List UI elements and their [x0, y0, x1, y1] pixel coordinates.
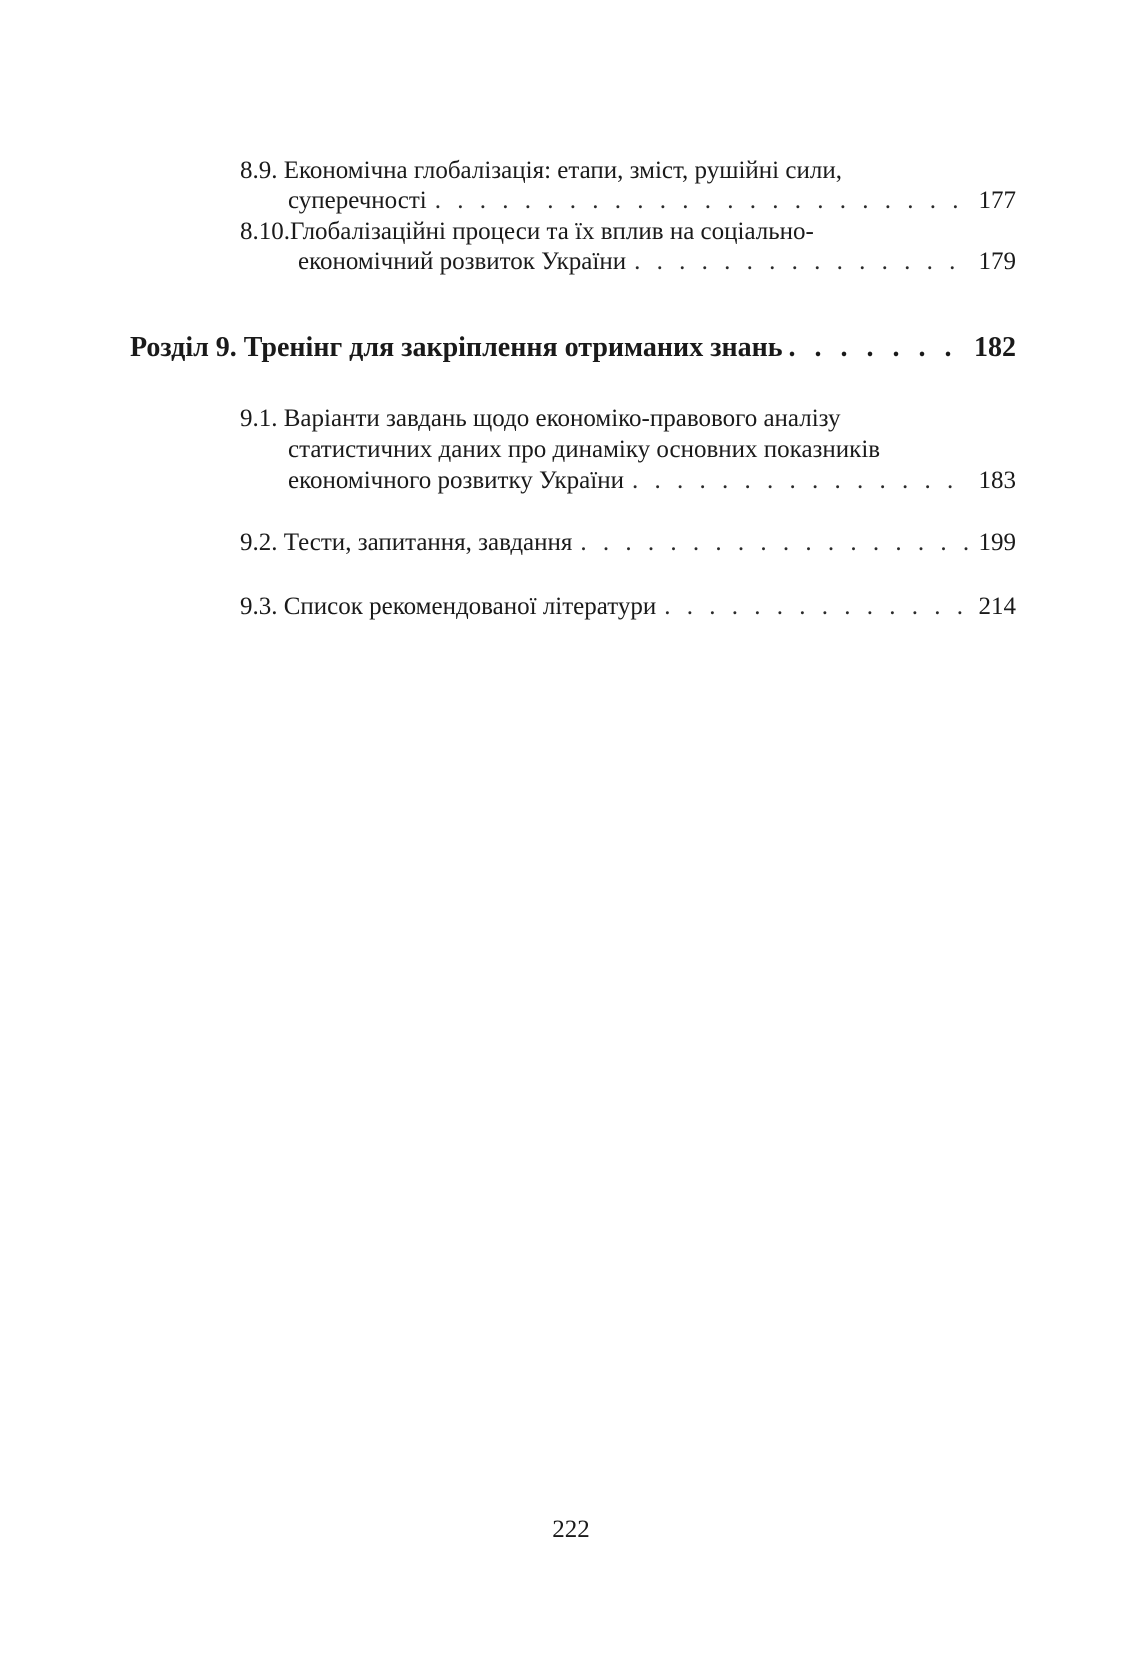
toc-entry-title-continued: економічний розвиток України [298, 248, 627, 275]
page-number: 222 [552, 1516, 590, 1543]
toc-entry-title: 8.9. Економічна глобалізація: етапи, зміст, рушійні сили, [240, 157, 842, 184]
toc-entry-9-3 [240, 591, 1016, 623]
toc-entry-title: 8.10.Глобалізаційні процеси та їх вплив на соціально- [240, 218, 814, 245]
toc-entry-9-2 [240, 527, 1016, 559]
toc-entry-title: 9.3. Список рекомендованої літератури [240, 593, 657, 620]
toc-page-number: 214 [978, 593, 1016, 620]
toc-entry-title-continued: статистичних даних про динаміку основних показників [288, 436, 881, 463]
toc-entry-row [288, 185, 1016, 217]
dot-leader [580, 527, 970, 559]
dot-leader [632, 465, 971, 497]
toc-entry-title: 9.2. Тести, запитання, завдання [240, 529, 573, 556]
chapter-title: Розділ 9. Тренінг для закріплення отриманих знань [130, 332, 783, 363]
dot-leader [664, 591, 970, 623]
toc-entry-title-continued: економічного розвитку України [288, 467, 624, 494]
toc-page-number: 177 [978, 187, 1016, 214]
toc-page-number: 199 [978, 529, 1016, 556]
dot-leader [435, 185, 971, 217]
dot-leader [789, 330, 968, 366]
toc-chapter-9 [130, 330, 1016, 366]
toc-entry-row [288, 465, 1016, 497]
toc-page-number: 182 [974, 332, 1016, 363]
toc-entry-title-continued: суперечності [288, 187, 427, 214]
toc-page-number: 179 [978, 248, 1016, 275]
toc-page-number: 183 [978, 467, 1016, 494]
toc-entry-row [298, 246, 1016, 278]
dot-leader [634, 246, 970, 278]
toc-entry-title: 9.1. Варіанти завдань щодо економіко-правового аналізу [240, 405, 841, 432]
